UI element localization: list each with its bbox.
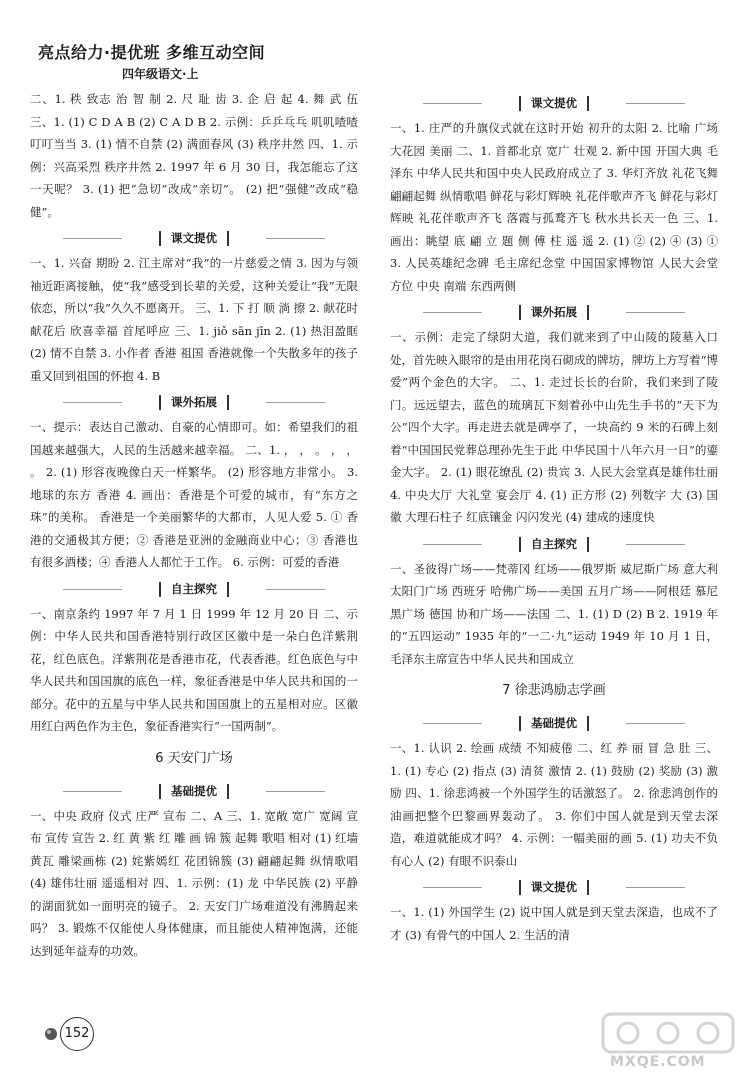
section-label: 课外拓展 bbox=[519, 305, 589, 320]
book-series-title: 亮点给力·提优班 多维互动空间 bbox=[38, 43, 266, 62]
page-decoration-icon bbox=[44, 1027, 58, 1041]
section-kewen-tiyou-2 bbox=[390, 91, 718, 116]
page-number: 152 bbox=[60, 1017, 94, 1051]
left-column bbox=[30, 88, 358, 962]
book-subtitle: 四年级语文·上 bbox=[122, 67, 199, 81]
chapter-6-title: 6 天安门广场 bbox=[155, 750, 233, 766]
section-zizhu-tanjiu-2 bbox=[390, 532, 718, 557]
section-label: 基础提优 bbox=[519, 716, 589, 731]
section-jichu-tiyou-2 bbox=[390, 711, 718, 736]
left-para-1: 二、1. 秩 致志 治 智 制 2. 尺 耻 齿 3. 企 启 起 4. 舞 武 伍 三、1. (1) C D A B (2) C A D B 2. 示例：乒乒乓乓 叽叽喳喳 叮叮当当 3. (1) 情不自禁 (2) 满面春风 (3) 秩序井然 四、1. 示例：兴高采烈 秩序井然 2. 1997 年 6 月 30 日，我怎能忘了这一天呢？ 3. (1) 把“急切”改成“亲切”。 (2) 把“强健”改成“稳健”。 bbox=[30, 92, 358, 219]
left-para-3: 一、提示：表达自己激动、自豪的心情即可。如：希望我们的祖国越来越强大，人民的生活越来越幸福。 二、1. ， ， 。 ， ， 。 2. (1) 形容夜晚像白天一样繁华。 (2) 形容地方非常小。 3. 地球的东方 香港 4. 画出：香港是个可爱的城市，有“东方之珠”的美称。 香港是一个美丽繁华的大都市，人见人爱 5. ① 香港的交通极其方便；② 香港是亚洲的金融商业中心；③ 香港也有很多酒楼；④ 香港人人都忙于工作。 6. 示例：可爱的香港 bbox=[30, 420, 358, 569]
right-para-5: 一、1. (1) 外国学生 (2) 说中国人就是到天堂去深造，也成不了才 (3) 有骨气的中国人 2. 生活的清 bbox=[390, 905, 718, 942]
section-label: 课外拓展 bbox=[159, 395, 229, 410]
chapter-7-title: 7 徐悲鸿励志学画 bbox=[502, 683, 606, 698]
right-para-1: 一、1. 庄严的升旗仪式就在这时开始 初升的太阳 2. 比喻 广场 大花园 美丽 二、1. 首都北京 宽广 壮观 2. 新中国 开国大典 毛泽东 中华人民共和国中央人民政府成立了 3. 华灯齐放 礼花飞舞 翩翩起舞 纵情歌唱 鲜花与彩灯辉映 礼花伴歌声齐飞 鲜花与彩灯辉映 礼花伴歌声齐飞 落霞与孤鹜齐飞 秋水共长天一色 三、1. 画出：眺望 底 翩 立 题 侧 傅 柱 遥 遥 2. (1) ② (2) ④ (3) ① 3. 人民英雄纪念碑 毛主席纪念堂 中国国家博物馆 人民大会堂 方位 中央 南端 东西两侧 bbox=[390, 121, 718, 293]
left-para-4: 一、南京条约 1997 年 7 月 1 日 1999 年 12 月 20 日 二、示例：中华人民共和国香港特别行政区区徽中是一朵白色洋紫荆花，红色底色。洋紫荆花是香港市花，代表香港。红色底色与中华人民共和国国旗的底色一样，象征香港是中华人民共和国的一部分。花中的五星与中华人民共和国国旗上的五星相对应。区徽用红白两色作为主色，象征香港实行“一国两制”。 bbox=[30, 606, 358, 733]
watermark-text: MXQE.COM bbox=[610, 1054, 706, 1070]
section-zizhu-tanjiu-1 bbox=[30, 577, 358, 602]
section-label: 课文提优 bbox=[519, 880, 589, 895]
section-kewai-tuozhan-2 bbox=[390, 300, 718, 325]
section-jichu-tiyou-1 bbox=[30, 779, 358, 804]
section-label: 自主探究 bbox=[159, 582, 229, 597]
section-label: 基础提优 bbox=[159, 784, 229, 799]
section-label: 课文提优 bbox=[519, 96, 589, 111]
left-para-5: 一、中央 政府 仪式 庄严 宣布 二、A 三、1. 宽敞 宽广 宽阔 宣布 宣传 宣告 2. 红 黄 紫 红 雕 画 锦 簇 起舞 歌唱 相对 (1) 红墙黄瓦 雕梁画栋 (2) 姹紫嫣红 花团锦簇 (3) 翩翩起舞 纵情歌唱 (4) 雄伟壮丽 遥遥相对 四、1. 示例：(1) 龙 中华民族 (2) 平静的湖面犹如一面明亮的镜子。 2. 天安门广场难道没有沸腾起来吗？ 3. 锻炼不仅能使人身体健康，而且能使人精神饱满，还能达到延年益寿的功效。 bbox=[30, 808, 358, 958]
right-para-4: 一、1. 认识 2. 绘画 成绩 不知疲倦 二、红 养 丽 冒 急 肚 三、1. (1) 专心 (2) 指点 (3) 清贫 激情 2. (1) 鼓励 (2) 奖励 (3) 激励 四、1. 徐悲鸿被一个外国学生的话激怒了。 2. 徐悲鸿创作的油画把整个巴黎画界轰动了。 3. 你们中国人就是到天堂去深造，难道就能成才吗？ 4. 示例：一幅美丽的画 5. (1) 功夫不负有心人 (2) 有眼不识泰山 bbox=[390, 741, 718, 868]
section-kewen-tiyou-3 bbox=[390, 875, 718, 900]
section-kewai-tuozhan-1 bbox=[30, 390, 358, 415]
section-label: 自主探究 bbox=[519, 537, 589, 552]
section-kewen-tiyou-1 bbox=[30, 226, 358, 251]
right-column bbox=[390, 88, 718, 946]
right-para-3: 一、圣彼得广场——梵蒂冈 红场——俄罗斯 威尼斯广场 意大利 太阳门广场 西班牙 哈佛广场——美国 五月广场——阿根廷 慕尼黑广场 德国 协和广场——法国 二、1. (1) D (2) B 2. 1919 年的“五四运动” 1935 年的“一二·九”运动 1949 年 10 月 1 日，毛泽东主席宣告中华人民共和国成立 bbox=[390, 561, 718, 666]
left-para-2: 一、1. 兴奋 期盼 2. 江主席对“我”的一片慈爱之情 3. 因为与领袖近距离接触，使“我”感受到长辈的关爱，这种关爱让“我”无限依恋，所以“我”久久不愿离开。 三、1. 下 打 顺 淌 擦 2. 献花时 献花后 欣喜幸福 首尾呼应 三、1. jiǒ sān jīn 2. (1) 热泪盈眶 (2) 情不自禁 3. 小作者 香港 祖国 香港就像一个失散多年的孩子重又回到祖国的怀抱 4. B bbox=[30, 256, 358, 383]
right-para-2: 一、示例：走完了绿阴大道，我们就来到了中山陵的陵墓入口处，首先映入眼帘的是由用花岗石砌成的牌坊，牌坊上方写着“博爱”两个金色的大字。 二、1. 走过长长的台阶，我们来到了陵门。远远望去，蓝色的琉璃瓦下刻着孙中山先生手书的“天下为公”四个大字。再走进去就是碑亭了，一块高约 9 米的石碑上刻着“中国国民党葬总理孙先生于此 中华民国十八年六月一日”的鎏金大字。 2. (1) 眼花缭乱 (2) 贵宾 3. 人民大会堂真是雄伟壮丽 4. 中央大厅 大礼堂 宴会厅 4. (1) 正方形 (2) 列数字 大 (3) 国徽 大理石柱子 红底镶金 闪闪发光 (4) 建成的速度快 bbox=[390, 330, 718, 524]
section-label: 课文提优 bbox=[159, 231, 229, 246]
